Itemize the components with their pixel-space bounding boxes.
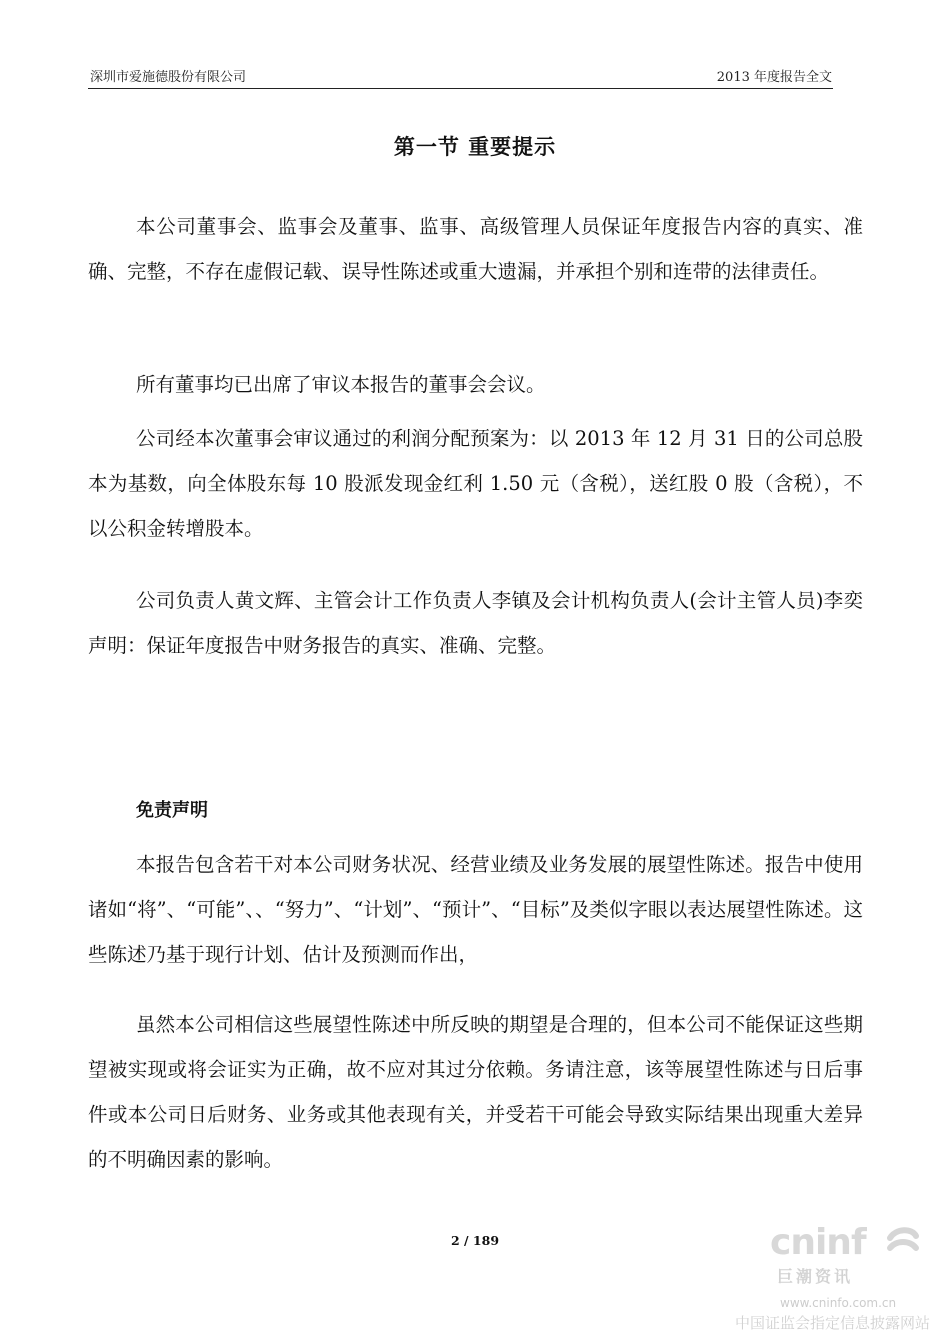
paragraph-financial-statement: 公司负责人黄文辉、主管会计工作负责人李镇及会计机构负责人(会计主管人员)李奕声明：保证年度报告中财务报告的真实、准确、完整。: [88, 589, 863, 657]
section-title: 第一节 重要提示: [393, 135, 557, 159]
paragraph-profit-distribution: 公司经本次董事会审议通过的利润分配预案为：以 2013 年 12 月 31 日的公司总股本为基数，向全体股东每 10 股派发现金红利 1.50 元（含税），送红股 0 股（含税），不以公积金转增股本。: [88, 427, 863, 540]
page-number: 2 / 189: [450, 1233, 500, 1248]
header-divider: [88, 88, 833, 89]
paragraph-disclaimer-2: 虽然本公司相信这些展望性陈述中所反映的期望是合理的，但本公司不能保证这些期望被实现或将会证实为正确，故不应对其过分依赖。务请注意，该等展望性陈述与日后事件或本公司日后财务、业务或其他表现有关，并受若干可能会导致实际结果出现重大差异的不明确因素的影响。: [88, 1013, 863, 1171]
header-report-title: 2013 年度报告全文: [716, 70, 832, 85]
cninfo-tagline: 中国证监会指定信息披露网站: [735, 1314, 931, 1332]
paragraph-responsibility: 本公司董事会、监事会及董事、监事、高级管理人员保证年度报告内容的真实、准确、完整，不存在虚假记载、误导性陈述或重大遗漏，并承担个别和连带的法律责任。: [88, 215, 863, 283]
cninfo-swirl-icon: [886, 1226, 920, 1260]
header-company-name: 深圳市爱施德股份有限公司: [90, 70, 247, 85]
paragraph-board-attendance: 所有董事均已出席了审议本报告的董事会会议。: [136, 373, 546, 396]
cninfo-watermark-logo: [770, 1222, 920, 1268]
cninfo-url: www.cninfo.com.cn: [780, 1296, 897, 1310]
disclaimer-heading: 免责声明: [136, 800, 208, 821]
cninfo-chinese-name: 巨潮资讯: [777, 1267, 854, 1286]
paragraph-disclaimer-1: 本报告包含若干对本公司财务状况、经营业绩及业务发展的展望性陈述。报告中使用诸如“将”、“可能”、、“努力”、“计划”、“预计”、“目标”及类似字眼以表达展望性陈述。这些陈述乃基于现行计划、估计及预测而作出，: [88, 853, 863, 966]
cninfo-logo-text: cninf: [770, 1222, 866, 1263]
